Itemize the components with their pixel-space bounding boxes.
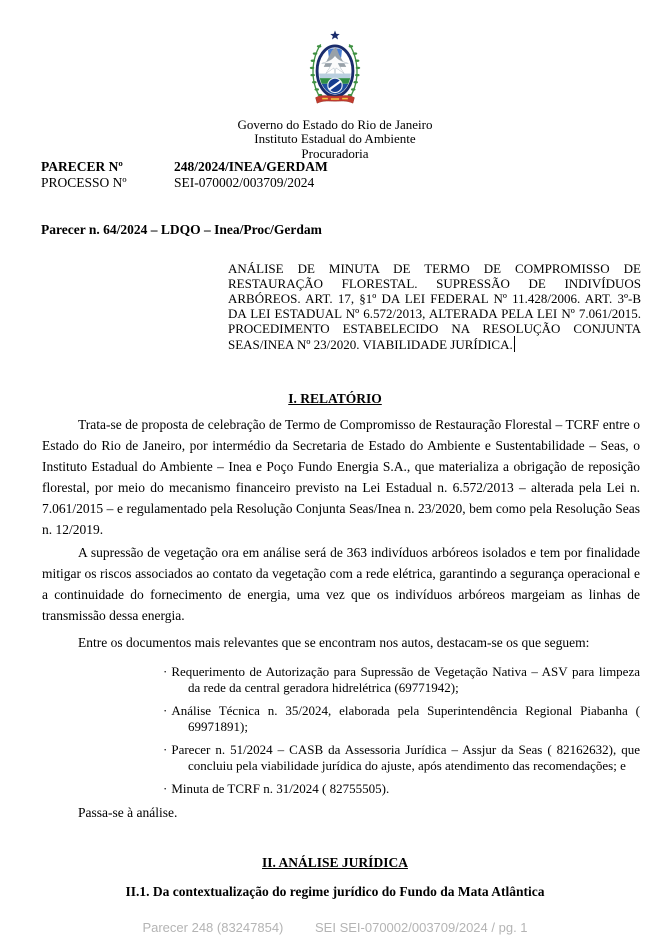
- org-name-line-1: Governo do Estado do Rio de Janeiro: [237, 117, 433, 132]
- reference-block: [41, 159, 328, 190]
- bullet-icon: ·: [163, 664, 168, 679]
- parecer-label: PARECER Nº: [41, 159, 123, 174]
- subject-line: Parecer n. 64/2024 – LDQO – Inea/Proc/Gerdam: [41, 222, 322, 237]
- motto-ribbon-icon: [316, 96, 355, 104]
- org-name-line-3: Procuradoria: [301, 145, 369, 161]
- page-footer: [0, 920, 670, 935]
- star-icon: [330, 31, 339, 40]
- text-caret: [514, 336, 515, 352]
- processo-row: [41, 175, 328, 191]
- footer-page-ref: SEI SEI-070002/003709/2024 / pg. 1: [315, 920, 528, 935]
- ementa-block: [228, 261, 641, 352]
- bullet-icon: ·: [163, 703, 168, 718]
- parecer-number: 248/2024/INEA/GERDAM: [174, 159, 328, 174]
- org-header: [0, 118, 670, 161]
- org-name-line-2: Instituto Estadual do Ambiente: [254, 131, 416, 147]
- document-list: [163, 664, 640, 805]
- bullet-icon: ·: [163, 742, 168, 757]
- list-item: · Requerimento de Autorização para Supressão de Vegetação Nativa – ASV para limpeza da rede da central geradora hidrelétrica (69771942);: [163, 664, 640, 695]
- subsection-heading: II.1. Da contextualização do regime jurídico do Fundo da Mata Atlântica: [125, 884, 545, 899]
- bullet-icon: ·: [163, 781, 168, 796]
- parecer-row: [41, 159, 328, 175]
- ementa-text: ANÁLISE DE MINUTA DE TERMO DE COMPROMISSO DE RESTAURAÇÃO FLORESTAL. SUPRESSÃO DE INDIVÍDUOS ARBÓREOS. ART. 17, §1º DA LEI FEDERAL Nº 11.428/2006. ART. 3º-B DA LEI ESTADUAL Nº 6.572/2013, ALTERADA PELA LEI Nº 7.061/2015. PROCEDIMENTO ESTABELECIDO NA RESOLUÇÃO CONJUNTA SEAS/INEA Nº 23/2020. VIABILIDADE JURÍDICA.: [228, 261, 641, 352]
- paragraph-2: A supressão de vegetação ora em análise será de 363 indivíduos arbóreos isolados e tem por finalidade mitigar os riscos associados ao contato da vegetação com a rede elétrica, garantindo a segurança operacional e a continuidade do fornecimento de energia, uma vez que os indivíduos arbóreos margeiam as linhas de transmissão dessa energia.: [42, 545, 640, 623]
- list-item: · Análise Técnica n. 35/2024, elaborada pela Superintendência Regional Piabanha ( 69971891);: [163, 703, 640, 734]
- section-heading-relatorio: I. RELATÓRIO: [288, 391, 382, 406]
- paragraph-3: Entre os documentos mais relevantes que se encontram nos autos, destacam-se os que seguem:: [78, 635, 590, 650]
- list-item: · Minuta de TCRF n. 31/2024 ( 82755505).: [163, 781, 390, 796]
- footer-doc-ref: Parecer 248 (83247854): [142, 920, 284, 935]
- closing-paragraph: Passa-se à análise.: [78, 805, 178, 820]
- paragraph-1: Trata-se de proposta de celebração de Termo de Compromisso de Restauração Florestal – TCRF entre o Estado do Rio de Janeiro, por intermédio da Secretaria de Estado do Ambiente e Sustentabilidade – Seas, o Instituto Estadual do Ambiente – Inea e Poço Fundo Energia S.A., que materializa a obrigação de reposição florestal, por meio do mecanismo financeiro previsto na Lei Estadual n. 6.572/2013 – alterada pela Lei n. 7.061/2015 – e regulamentado pela Resolução Conjunta Seas/Inea n. 23/2020, bem como pela Resolução Seas n. 12/2019.: [42, 417, 640, 537]
- processo-number: SEI-070002/003709/2024: [174, 174, 315, 190]
- section-heading-analise: II. ANÁLISE JURÍDICA: [262, 855, 408, 870]
- list-item: · Parecer n. 51/2024 – CASB da Assessoria Jurídica – Assjur da Seas ( 82162632), que concluiu pela viabilidade jurídica do ajuste, após atendimento das recomendações; e: [163, 742, 640, 773]
- processo-label: PROCESSO Nº: [41, 174, 127, 190]
- state-coat-of-arms-icon: [304, 29, 366, 113]
